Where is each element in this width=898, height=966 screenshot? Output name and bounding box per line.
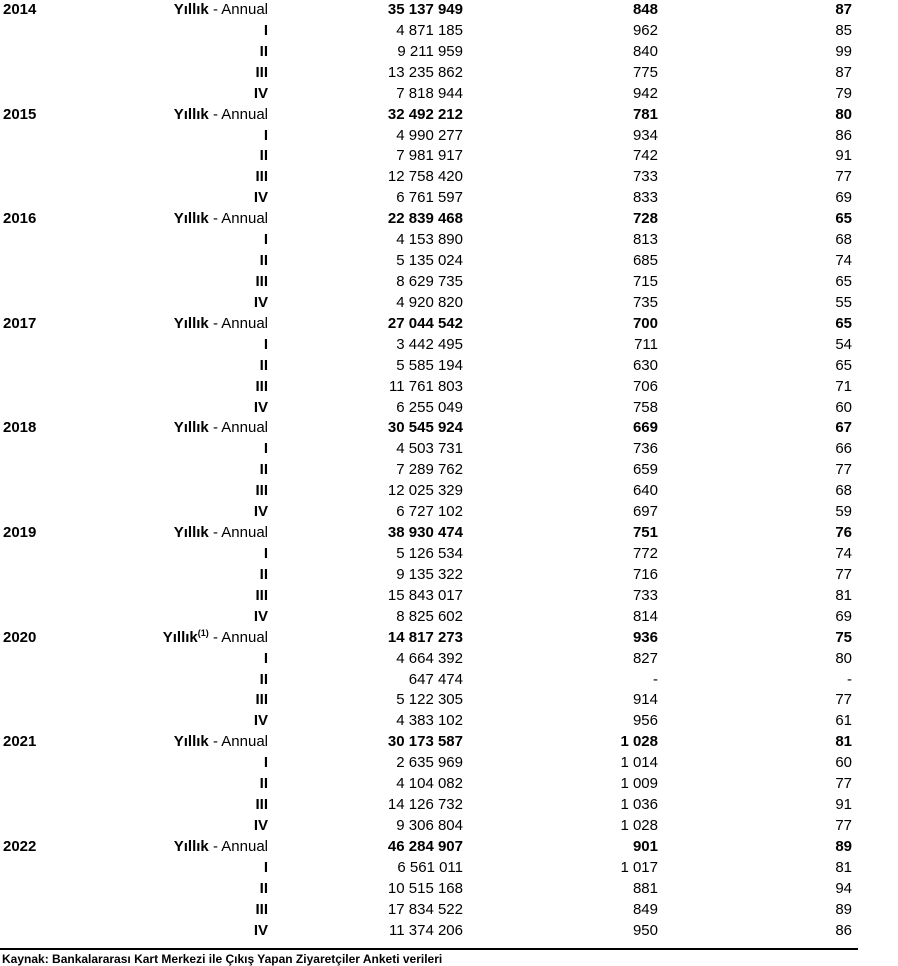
value-cell-1: 32 492 212 — [387, 105, 463, 123]
value-cell-2: 711 — [634, 335, 658, 353]
value-cell-3: 69 — [835, 607, 852, 625]
value-cell-1: 4 990 277 — [396, 126, 463, 144]
period-cell: II — [259, 565, 268, 583]
value-cell-1: 4 503 731 — [396, 440, 463, 458]
period-cell: II — [259, 147, 268, 165]
value-cell-3: - — [847, 670, 852, 688]
value-cell-2: 700 — [632, 314, 658, 332]
value-cell-1: 6 255 049 — [396, 398, 463, 416]
value-cell-1: 11 761 803 — [389, 377, 463, 395]
value-cell-2: 840 — [632, 42, 658, 60]
value-cell-3: 65 — [835, 272, 852, 290]
period-label-tr: Yıllık — [173, 314, 209, 332]
period-cell: III — [255, 272, 268, 290]
value-cell-3: 91 — [835, 796, 852, 814]
table-row-annual — [0, 732, 898, 753]
period-label-en: - Annual — [208, 314, 268, 332]
value-cell-3: 99 — [835, 42, 852, 60]
value-cell-3: 94 — [835, 879, 852, 897]
table-row-quarter — [0, 816, 898, 837]
value-cell-1: 7 981 917 — [396, 147, 463, 165]
value-cell-1: 10 515 168 — [387, 879, 463, 897]
value-cell-1: 4 383 102 — [396, 712, 463, 730]
period-cell: II — [259, 879, 268, 897]
table-row-quarter — [0, 42, 898, 63]
value-cell-2: 742 — [632, 147, 658, 165]
value-cell-3: 91 — [835, 147, 852, 165]
value-cell-3: 80 — [835, 105, 852, 123]
table-row-quarter — [0, 607, 898, 628]
value-cell-2: 956 — [632, 712, 658, 730]
period-label-tr: Yıllık — [173, 733, 209, 751]
value-cell-1: 46 284 907 — [387, 837, 463, 855]
value-cell-1: 9 306 804 — [396, 816, 463, 834]
value-cell-3: 77 — [835, 691, 852, 709]
value-cell-1: 6 727 102 — [396, 503, 463, 521]
value-cell-1: 4 153 890 — [396, 231, 463, 249]
period-label-en: - Annual — [208, 419, 268, 437]
value-cell-3: 80 — [835, 649, 852, 667]
value-cell-1: 14 126 732 — [387, 796, 463, 814]
period-cell: IV — [253, 293, 268, 311]
table-row-quarter — [0, 21, 898, 42]
table-row-quarter — [0, 84, 898, 105]
year-cell: 2016 — [3, 210, 37, 228]
period-cell: II — [259, 461, 268, 479]
value-cell-2: 659 — [632, 461, 658, 479]
value-cell-3: 89 — [835, 900, 852, 918]
period-label-en: - Annual — [208, 1, 268, 18]
table-row-annual — [0, 105, 898, 126]
period-label-tr: Yıllık — [162, 628, 198, 646]
period-cell: II — [259, 356, 268, 374]
value-cell-3: 74 — [835, 544, 852, 562]
value-cell-1: 12 758 420 — [387, 168, 463, 186]
value-cell-1: 15 843 017 — [387, 586, 463, 604]
value-cell-3: 77 — [835, 168, 852, 186]
table-row-quarter — [0, 481, 898, 502]
value-cell-1: 9 135 322 — [396, 565, 463, 583]
period-cell: IV — [253, 398, 268, 416]
period-label-en: - Annual — [208, 524, 268, 542]
table-row-quarter — [0, 335, 898, 356]
period-cell: III — [255, 586, 268, 604]
value-cell-2: 942 — [632, 84, 658, 102]
value-cell-2: 758 — [632, 398, 658, 416]
value-cell-3: 81 — [835, 733, 852, 751]
period-cell — [174, 418, 268, 439]
table-row-quarter — [0, 711, 898, 732]
value-cell-3: 60 — [835, 398, 852, 416]
period-cell: III — [255, 377, 268, 395]
period-cell: III — [255, 691, 268, 709]
year-cell: 2014 — [3, 1, 37, 18]
table-row-quarter — [0, 460, 898, 481]
value-cell-1: 4 871 185 — [396, 21, 463, 39]
value-cell-1: 30 173 587 — [387, 733, 463, 751]
table-row-annual — [0, 418, 898, 439]
table-row-quarter — [0, 439, 898, 460]
value-cell-1: 8 629 735 — [396, 272, 463, 290]
table-row-quarter — [0, 670, 898, 691]
value-cell-3: 68 — [835, 482, 852, 500]
value-cell-1: 4 920 820 — [396, 293, 463, 311]
period-cell: IV — [253, 712, 268, 730]
value-cell-3: 65 — [835, 210, 852, 228]
year-cell: 2018 — [3, 419, 37, 437]
year-cell: 2021 — [3, 733, 37, 751]
period-cell: III — [255, 796, 268, 814]
value-cell-3: 87 — [835, 1, 852, 18]
table-row-quarter — [0, 126, 898, 147]
year-cell: 2015 — [3, 105, 37, 123]
value-cell-2: 849 — [632, 900, 658, 918]
value-cell-2: 827 — [632, 649, 658, 667]
footnote-marker: (1) — [197, 627, 209, 638]
table-bottom-rule — [0, 948, 858, 950]
value-cell-1: 13 235 862 — [387, 63, 463, 81]
period-label-tr: Yıllık — [173, 419, 209, 437]
value-cell-1: 647 474 — [408, 670, 463, 688]
value-cell-3: 76 — [835, 524, 852, 542]
value-cell-3: 86 — [835, 126, 852, 144]
period-cell — [174, 209, 268, 230]
value-cell-1: 6 561 011 — [397, 858, 463, 876]
value-cell-3: 66 — [835, 440, 852, 458]
period-cell: II — [259, 252, 268, 270]
table-row-quarter — [0, 146, 898, 167]
value-cell-3: 65 — [835, 314, 852, 332]
value-cell-3: 54 — [835, 335, 852, 353]
value-cell-2: 914 — [632, 691, 658, 709]
value-cell-2: 715 — [632, 272, 658, 290]
period-cell: I — [263, 21, 268, 39]
period-cell: IV — [253, 607, 268, 625]
value-cell-3: 77 — [835, 565, 852, 583]
table-row-quarter — [0, 377, 898, 398]
value-cell-2: 733 — [632, 168, 658, 186]
period-cell: IV — [253, 84, 268, 102]
value-cell-2: 934 — [632, 126, 658, 144]
table-row-annual — [0, 837, 898, 858]
table-row-quarter — [0, 795, 898, 816]
value-cell-1: 6 761 597 — [396, 189, 463, 207]
value-cell-2: 781 — [632, 105, 658, 123]
period-label-en: - Annual — [208, 733, 268, 751]
value-cell-2: 1 036 — [620, 796, 658, 814]
period-label-tr: Yıllık — [173, 524, 209, 542]
period-cell: I — [263, 231, 268, 249]
value-cell-2: 1 028 — [620, 733, 658, 751]
value-cell-2: 833 — [632, 189, 658, 207]
period-cell: II — [259, 42, 268, 60]
table-row-quarter — [0, 293, 898, 314]
value-cell-2: 814 — [632, 607, 658, 625]
value-cell-1: 3 442 495 — [396, 335, 463, 353]
table-row-quarter — [0, 63, 898, 84]
value-cell-3: 71 — [835, 377, 852, 395]
value-cell-2: 1 009 — [620, 775, 658, 793]
value-cell-2: 735 — [632, 293, 658, 311]
value-cell-2: 962 — [632, 21, 658, 39]
period-cell: III — [255, 168, 268, 186]
value-cell-1: 4 664 392 — [396, 649, 463, 667]
value-cell-3: 75 — [835, 628, 852, 646]
period-cell — [174, 523, 268, 544]
value-cell-1: 5 126 534 — [396, 544, 463, 562]
table-row-quarter — [0, 272, 898, 293]
value-cell-1: 8 825 602 — [396, 607, 463, 625]
value-cell-3: 86 — [835, 921, 852, 939]
table-row-quarter — [0, 167, 898, 188]
value-cell-3: 60 — [835, 754, 852, 772]
period-cell — [174, 105, 268, 126]
value-cell-2: 685 — [632, 252, 658, 270]
value-cell-3: 59 — [835, 503, 852, 521]
table-row-quarter — [0, 690, 898, 711]
table-row-annual — [0, 628, 898, 649]
value-cell-1: 35 137 949 — [387, 1, 463, 18]
period-label-en: - Annual — [208, 837, 268, 855]
value-cell-2: 1 014 — [620, 754, 658, 772]
table-row-quarter — [0, 753, 898, 774]
period-cell: I — [263, 126, 268, 144]
value-cell-1: 2 635 969 — [396, 754, 463, 772]
value-cell-3: 77 — [835, 461, 852, 479]
value-cell-3: 81 — [835, 858, 852, 876]
table-row-annual — [0, 523, 898, 544]
value-cell-2: 697 — [632, 503, 658, 521]
value-cell-2: 881 — [632, 879, 658, 897]
value-cell-2: 640 — [632, 482, 658, 500]
period-cell: IV — [253, 189, 268, 207]
period-label-en: - Annual — [208, 105, 268, 123]
value-cell-2: 716 — [632, 565, 658, 583]
value-cell-3: 69 — [835, 189, 852, 207]
value-cell-1: 30 545 924 — [387, 419, 463, 437]
value-cell-1: 27 044 542 — [387, 314, 463, 332]
value-cell-2: - — [653, 670, 658, 688]
year-cell: 2020 — [3, 628, 37, 646]
value-cell-1: 7 289 762 — [396, 461, 463, 479]
table-row-quarter — [0, 251, 898, 272]
value-cell-1: 5 585 194 — [396, 356, 463, 374]
value-cell-3: 65 — [835, 356, 852, 374]
value-cell-2: 1 017 — [620, 858, 658, 876]
value-cell-3: 68 — [835, 231, 852, 249]
value-cell-3: 79 — [835, 84, 852, 102]
value-cell-3: 67 — [835, 419, 852, 437]
value-cell-3: 85 — [835, 21, 852, 39]
period-cell: IV — [253, 921, 268, 939]
period-cell: III — [255, 63, 268, 81]
period-cell — [174, 314, 268, 335]
value-cell-1: 17 834 522 — [387, 900, 463, 918]
period-cell — [174, 732, 268, 753]
table-row-quarter — [0, 879, 898, 900]
value-cell-1: 38 930 474 — [387, 524, 463, 542]
table-row-quarter — [0, 188, 898, 209]
value-cell-2: 848 — [632, 1, 658, 18]
value-cell-3: 89 — [835, 837, 852, 855]
value-cell-3: 77 — [835, 775, 852, 793]
table-row-quarter — [0, 921, 898, 942]
value-cell-1: 11 374 206 — [389, 921, 463, 939]
table-row-quarter — [0, 502, 898, 523]
value-cell-3: 87 — [835, 63, 852, 81]
value-cell-1: 7 818 944 — [396, 84, 463, 102]
period-cell: II — [259, 670, 268, 688]
period-cell: III — [255, 482, 268, 500]
period-cell: I — [263, 649, 268, 667]
value-cell-3: 77 — [835, 816, 852, 834]
value-cell-2: 751 — [632, 524, 658, 542]
period-cell: III — [255, 900, 268, 918]
value-cell-1: 12 025 329 — [387, 482, 463, 500]
value-cell-2: 775 — [632, 63, 658, 81]
period-label-en: - Annual — [208, 628, 268, 646]
value-cell-2: 772 — [632, 544, 658, 562]
value-cell-2: 950 — [632, 921, 658, 939]
value-cell-2: 936 — [632, 628, 658, 646]
value-cell-2: 728 — [632, 210, 658, 228]
period-cell: I — [263, 544, 268, 562]
value-cell-2: 669 — [632, 419, 658, 437]
value-cell-1: 14 817 273 — [387, 628, 463, 646]
table-row-quarter — [0, 586, 898, 607]
period-cell: IV — [253, 816, 268, 834]
period-label-tr: Yıllık — [173, 837, 209, 855]
value-cell-3: 61 — [835, 712, 852, 730]
period-cell: II — [259, 775, 268, 793]
table-row-quarter — [0, 356, 898, 377]
period-cell: I — [263, 335, 268, 353]
period-cell: I — [263, 440, 268, 458]
value-cell-1: 22 839 468 — [387, 210, 463, 228]
period-label-tr: Yıllık — [173, 105, 209, 123]
value-cell-1: 9 211 959 — [397, 42, 463, 60]
year-cell: 2022 — [3, 837, 37, 855]
table-row-quarter — [0, 544, 898, 565]
table-row-quarter — [0, 649, 898, 670]
period-cell — [163, 628, 268, 649]
period-cell — [174, 837, 268, 858]
period-cell — [174, 0, 268, 21]
value-cell-1: 4 104 082 — [396, 775, 463, 793]
value-cell-2: 736 — [632, 440, 658, 458]
year-cell: 2017 — [3, 314, 37, 332]
table-row-quarter — [0, 398, 898, 419]
period-cell: I — [263, 858, 268, 876]
table-row-annual — [0, 314, 898, 335]
source-note: Kaynak: Bankalararası Kart Merkezi ile Çıkış Yapan Ziyaretçiler Anketi verileri — [2, 952, 443, 966]
table-row-quarter — [0, 565, 898, 586]
value-cell-1: 5 135 024 — [396, 252, 463, 270]
value-cell-3: 55 — [835, 293, 852, 311]
period-cell: I — [263, 754, 268, 772]
value-cell-2: 630 — [632, 356, 658, 374]
table-row-annual — [0, 209, 898, 230]
value-cell-2: 1 028 — [620, 816, 658, 834]
value-cell-2: 733 — [632, 586, 658, 604]
value-cell-3: 81 — [835, 586, 852, 604]
table-row-quarter — [0, 900, 898, 921]
value-cell-2: 706 — [632, 377, 658, 395]
period-label-en: - Annual — [208, 210, 268, 228]
period-label-tr: Yıllık — [173, 210, 209, 228]
table-row-quarter — [0, 230, 898, 251]
value-cell-1: 5 122 305 — [396, 691, 463, 709]
table-row-quarter — [0, 858, 898, 879]
period-cell: IV — [253, 503, 268, 521]
year-cell: 2019 — [3, 524, 37, 542]
value-cell-2: 813 — [632, 231, 658, 249]
table-row-annual — [0, 0, 898, 21]
table-row-quarter — [0, 774, 898, 795]
value-cell-3: 74 — [835, 252, 852, 270]
period-label-tr: Yıllık — [173, 1, 209, 18]
value-cell-2: 901 — [632, 837, 658, 855]
